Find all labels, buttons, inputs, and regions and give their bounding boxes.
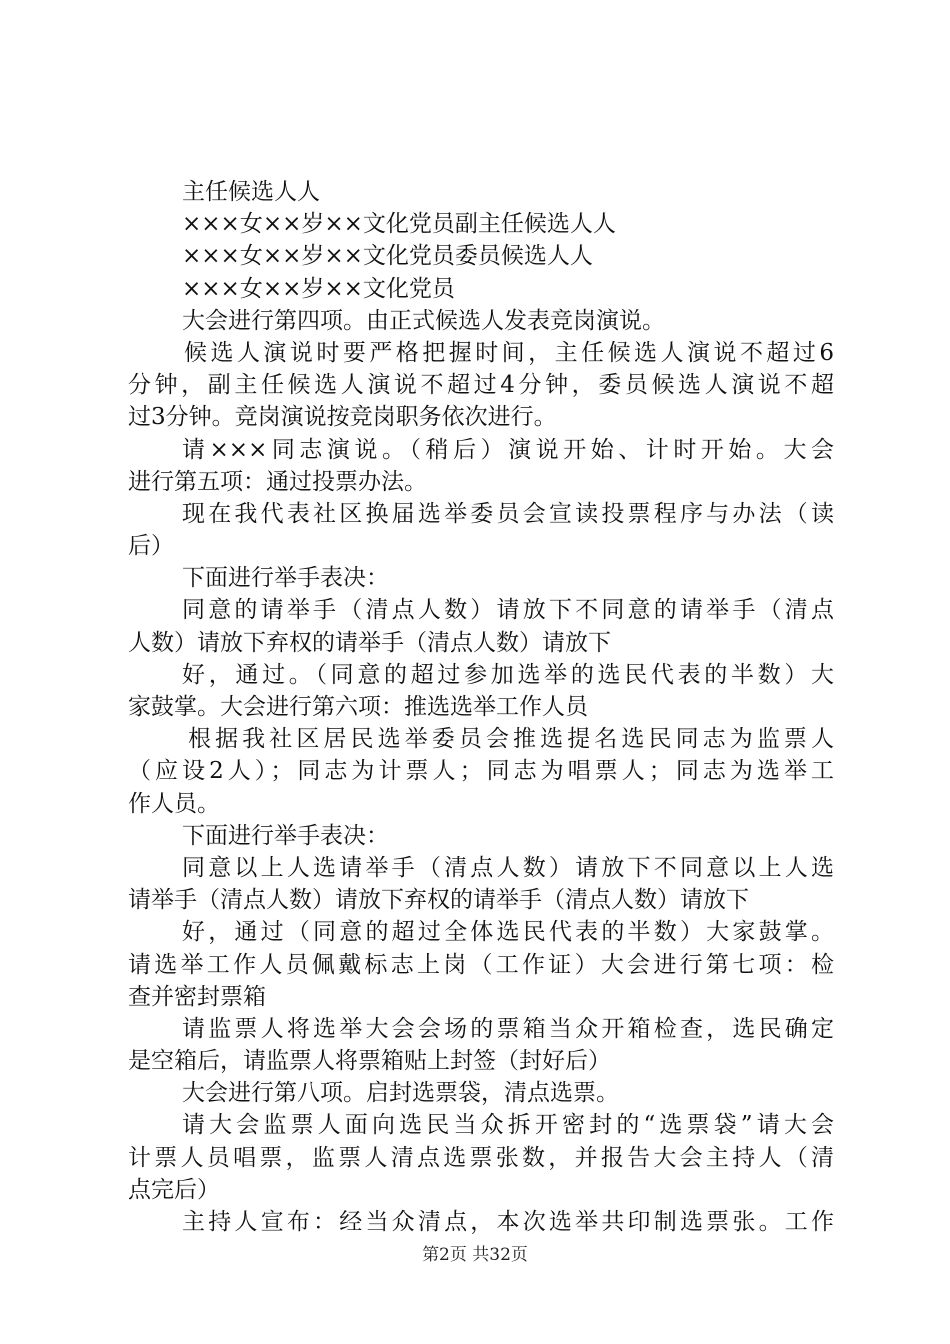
text-line: 主任候选人人 [182, 179, 320, 205]
text-line: 分钟，副主任候选人演说不超过4分钟，委员候选人演说不超 [128, 372, 834, 399]
text-line: ×××女××岁××文化党员 [182, 275, 455, 302]
text-line: 点完后） [128, 1176, 220, 1203]
text-line: ×××女××岁××文化党员副主任候选人人 [182, 211, 616, 238]
text-line: 过3分钟。竞岗演说按竞岗职务依次进行。 [128, 404, 557, 431]
text-line: 作人员。 [128, 790, 220, 817]
text-line: 现在我代表社区换届选举委员会宣读投票程序与办法（读 [182, 500, 834, 527]
text-line: 查并密封票箱 [128, 983, 266, 1010]
text-line: 根据我社区居民选举委员会推选提名选民同志为监票人 [188, 726, 834, 753]
text-line: 是空箱后，请监票人将票箱贴上封签（封好后） [128, 1048, 611, 1075]
text-line: 请举手（清点人数）请放下弃权的请举手（清点人数）请放下 [128, 887, 749, 914]
page-footer: 第2页 共32页 [422, 1245, 528, 1265]
text-line: 好，通过（同意的超过全体选民代表的半数）大家鼓掌。 [182, 919, 834, 946]
text-line: 下面进行举手表决： [182, 565, 389, 592]
document-body [128, 176, 834, 1238]
text-line: 同意的请举手（清点人数）请放下不同意的请举手（清点 [182, 597, 834, 624]
text-line: 后） [128, 533, 174, 560]
text-line: 家鼓掌。大会进行第六项：推选选举工作人员 [128, 694, 588, 720]
text-line: 候选人演说时要严格把握时间，主任候选人演说不超过6 [184, 339, 834, 366]
text-line: 大会进行第四项。由正式候选人发表竞岗演说。 [182, 307, 665, 334]
text-line: 进行第五项：通过投票办法。 [128, 468, 427, 495]
text-line: 主持人宣布：经当众清点，本次选举共印制选票张。工作 [182, 1209, 834, 1235]
text-line: 请选举工作人员佩戴标志上岗（工作证）大会进行第七项：检 [128, 951, 834, 978]
text-line: 下面进行举手表决： [182, 822, 389, 849]
text-line: 请×××同志演说。（稍后）演说开始、计时开始。大会 [182, 436, 834, 463]
text-line: 请监票人将选举大会会场的票箱当众开箱检查，选民确定 [182, 1015, 834, 1042]
text-line: 同意以上人选请举手（清点人数）请放下不同意以上人选 [182, 854, 834, 881]
text-line: （应设2人）；同志为计票人；同志为唱票人；同志为选举工 [128, 758, 834, 785]
text-line: ×××女××岁××文化党员委员候选人人 [182, 243, 593, 270]
text-line: 大会进行第八项。启封选票袋，清点选票。 [182, 1080, 619, 1107]
text-line: 好，通过。（同意的超过参加选举的选民代表的半数）大 [182, 661, 834, 688]
text-line: 人数）请放下弃权的请举手（清点人数）请放下 [128, 629, 611, 656]
text-line: 请大会监票人面向选民当众拆开密封的“选票袋”请大会 [182, 1112, 834, 1139]
text-line: 计票人员唱票，监票人清点选票张数，并报告大会主持人（清 [128, 1144, 834, 1171]
